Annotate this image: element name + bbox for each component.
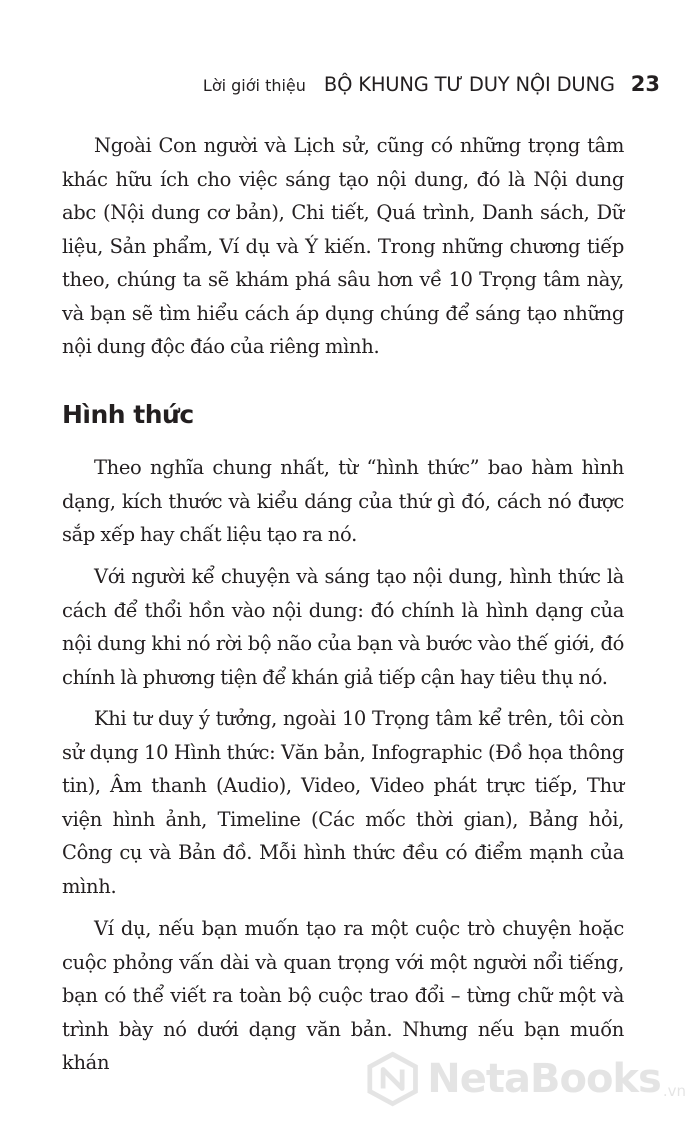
paragraph: Theo nghĩa chung nhất, từ “hình thức” bao hàm hình dạng, kích thước và kiểu dáng của thứ gì đó, cách nó được sắp xếp hay chất liệu tạo ra nó.: [62, 456, 624, 546]
paragraph: Ví dụ, nếu bạn muốn tạo ra một cuộc trò chuyện hoặc cuộc phỏng vấn dài và quan trọng với một người nổi tiếng, bạn có thể viết ra toàn bộ cuộc trao đổi – từng chữ một và trình bày nó dưới dạng văn bản. Nhưng nếu bạn muốn khán: [62, 917, 624, 1074]
running-header: [203, 72, 660, 102]
watermark-suffix: .vn: [662, 1082, 686, 1100]
header-book-title: BỘ KHUNG TƯ DUY NỘI DUNG: [323, 73, 615, 96]
watermark-brand: NetaBooks: [427, 1056, 661, 1102]
paragraph: Khi tư duy ý tưởng, ngoài 10 Trọng tâm kể trên, tôi còn sử dụng 10 Hình thức: Văn bản, Infographic (Đồ họa thông tin), Âm thanh (Audio), Video, Video phát trực tiếp, Thư viện hình ảnh, Timeline (Các mốc thời gian), Bảng hỏi, Công cụ và Bản đồ. Mỗi hình thức đều có điểm mạnh của mình.: [62, 707, 624, 898]
section-heading: Hình thức: [62, 400, 194, 429]
paragraph: Ngoài Con người và Lịch sử, cũng có những trọng tâm khác hữu ích cho việc sáng tạo nội dung, đó là Nội dung abc (Nội dung cơ bản), Chi tiết, Quá trình, Danh sách, Dữ liệu, Sản phẩm, Ví dụ và Ý kiến. Trong những chương tiếp theo, chúng ta sẽ khám phá sâu hơn về 10 Trọng tâm này, và bạn sẽ tìm hiểu cách áp dụng chúng để sáng tạo những nội dung độc đáo của riêng mình.: [62, 134, 624, 358]
page-number: 23: [630, 72, 660, 96]
paragraph: Với người kể chuyện và sáng tạo nội dung, hình thức là cách để thổi hồn vào nội dung: đó chính là hình dạng của nội dung khi nó rời bộ não của bạn và bước vào thế giới, đó chính là phương tiện để khán giả tiếp cận hay tiêu thụ nó.: [62, 565, 624, 689]
header-section-label: Lời giới thiệu: [202, 76, 306, 95]
